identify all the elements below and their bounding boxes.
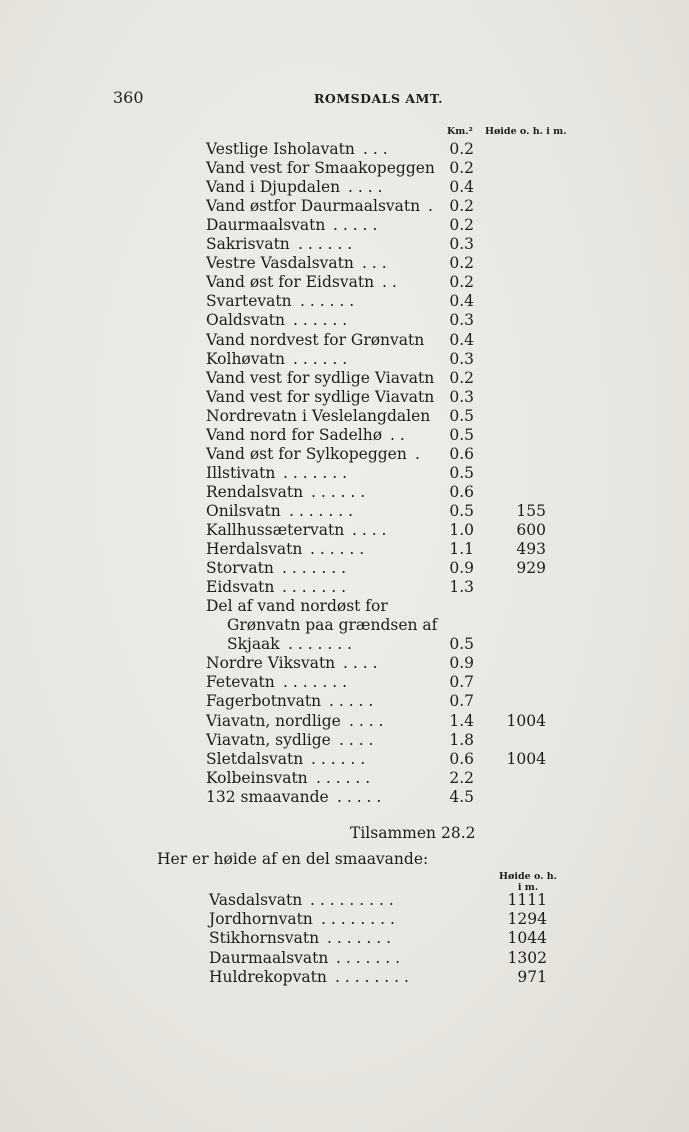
leader-dots: . . . . . . . <box>288 635 353 654</box>
area-km2: 0.3 <box>449 235 474 254</box>
leader-dots: . . . . . . . <box>282 559 347 578</box>
area-km2: 0.3 <box>449 349 474 368</box>
table-row <box>0 502 689 521</box>
table-row <box>0 578 689 597</box>
leader-dots: . . . . . <box>329 692 374 711</box>
lake-name: Vand vest for Smaakopeggen <box>206 159 435 178</box>
lake-name: Illstivatn <box>206 463 276 482</box>
table-row <box>0 445 689 464</box>
height-value: 1111 <box>507 891 547 909</box>
lake-name: Grønvatn paa grændsen af <box>227 616 438 635</box>
table-row <box>0 769 689 788</box>
area-km2: 0.5 <box>449 635 474 654</box>
lake-name: Kolhøvatn <box>206 349 285 368</box>
lake-name: Vestre Vasdalsvatn <box>206 254 354 273</box>
lake-name: Nordrevatn i Veslelangdalen <box>206 406 431 425</box>
height-row <box>0 949 689 968</box>
leader-dots: . . . . <box>343 654 378 673</box>
area-km2: 0.7 <box>449 673 474 692</box>
leader-dots: . . . . . . . <box>282 578 347 597</box>
lake-name: Del af vand nordøst for <box>206 597 388 616</box>
area-km2: 1.1 <box>449 540 474 559</box>
area-km2: 0.4 <box>449 330 474 349</box>
leader-dots: . . . . . . <box>311 749 366 768</box>
table-row <box>0 712 689 731</box>
lake-name: Vand øst for Sylkopeggen <box>206 444 407 463</box>
area-km2: 1.4 <box>449 711 474 730</box>
lake-name: Nordre Viksvatn <box>206 654 336 673</box>
area-km2: 0.6 <box>449 749 474 768</box>
leader-dots: . . . . . . <box>298 235 353 254</box>
height-row <box>0 910 689 929</box>
table-row <box>0 731 689 750</box>
table-row <box>0 254 689 273</box>
area-km2: 0.4 <box>449 292 474 311</box>
lake-name: Daurmaalsvatn <box>206 216 326 235</box>
leader-dots: . . . <box>362 254 387 273</box>
area-km2: 0.4 <box>449 178 474 197</box>
lake-name: Huldrekopvatn <box>209 967 327 986</box>
table-row <box>0 673 689 692</box>
lake-name: Vasdalsvatn <box>209 891 303 909</box>
height-m: 600 <box>516 521 546 539</box>
lake-name: Svartevatn <box>206 292 292 311</box>
running-title: ROMSDALS AMT. <box>314 91 443 106</box>
height-value: 1044 <box>507 929 547 948</box>
total-value: 28.2 <box>441 824 476 842</box>
table-row <box>0 197 689 216</box>
table-row <box>0 750 689 769</box>
area-km2: 0.9 <box>449 559 474 578</box>
lake-name: Kallhussætervatn <box>206 521 345 539</box>
height-row <box>0 929 689 948</box>
table-row <box>0 521 689 540</box>
height-m: 493 <box>516 540 546 559</box>
table-row <box>0 692 689 711</box>
lake-name: Stikhornsvatn <box>209 929 320 948</box>
lake-name: Kolbeinsvatn <box>206 768 308 787</box>
area-km2: 0.5 <box>449 463 474 482</box>
area-km2: 0.3 <box>449 311 474 330</box>
heights-column-header-line1: Høide o. h. <box>499 871 557 882</box>
table-row <box>0 178 689 197</box>
lake-name: Vand nord for Sadelhø <box>206 425 383 444</box>
leader-dots: . . . . <box>348 178 383 197</box>
table-row <box>0 235 689 254</box>
lake-name: Eidsvatn <box>206 578 275 597</box>
table-row <box>0 616 689 635</box>
area-km2: 0.6 <box>449 482 474 501</box>
leader-dots: . . <box>382 273 397 292</box>
column-header-hoide: Høide o. h. i m. <box>485 126 567 137</box>
table-row <box>0 788 689 807</box>
lake-name: Fagerbotnvatn <box>206 692 322 711</box>
leader-dots: . . . . . <box>337 787 382 806</box>
table-row <box>0 540 689 559</box>
area-km2: 0.5 <box>449 425 474 444</box>
lake-name: Vand i Djupdalen <box>206 178 341 197</box>
height-row <box>0 968 689 987</box>
leader-dots: . . . . . . . <box>283 673 348 692</box>
leader-dots: . . . . . . . . . <box>310 891 394 909</box>
table-row <box>0 426 689 445</box>
lake-name: Daurmaalsvatn <box>209 948 329 967</box>
area-km2: 4.5 <box>449 787 474 806</box>
lake-name: Vand nordvest for Grønvatn <box>206 330 425 349</box>
lake-name: Viavatn, nordlige <box>206 711 341 730</box>
leader-dots: . . . . . . . <box>283 463 348 482</box>
table-row <box>0 350 689 369</box>
table-row <box>0 159 689 178</box>
height-m: 1004 <box>506 711 546 730</box>
area-km2: 0.2 <box>449 273 474 292</box>
lake-name: Onilsvatn <box>206 501 281 520</box>
lake-name: Sletdalsvatn <box>206 749 304 768</box>
page-number: 360 <box>113 88 144 107</box>
area-km2: 0.2 <box>449 140 474 158</box>
page-header <box>0 88 689 110</box>
height-value: 971 <box>517 967 547 986</box>
table-row <box>0 388 689 407</box>
area-km2: 1.3 <box>449 578 474 597</box>
leader-dots: . <box>428 197 433 216</box>
area-km2: 0.9 <box>449 654 474 673</box>
table-row <box>0 483 689 502</box>
area-km2: 0.5 <box>449 501 474 520</box>
leader-dots: . . . . . . <box>300 292 355 311</box>
area-km2: 0.2 <box>449 254 474 273</box>
area-km2: 1.8 <box>449 730 474 749</box>
leader-dots: . . . . . . . . <box>321 910 395 929</box>
area-km2: 0.2 <box>449 159 474 178</box>
leader-dots: . . . <box>363 140 388 158</box>
height-value: 1302 <box>507 948 547 967</box>
leader-dots: . . . . . . . . <box>335 967 409 986</box>
column-header-km: Km.² <box>447 126 473 137</box>
height-m: 1004 <box>506 749 546 768</box>
lake-name: Fetevatn <box>206 673 275 692</box>
height-row <box>0 891 689 910</box>
area-km2: 2.2 <box>449 768 474 787</box>
table-row <box>0 311 689 330</box>
area-km2: 0.5 <box>449 406 474 425</box>
table-row <box>0 331 689 350</box>
lake-name: Jordhornvatn <box>209 910 313 929</box>
heights-column-header-line2: i m. <box>517 882 539 893</box>
leader-dots: . . . . <box>352 521 387 539</box>
total-label: Tilsammen <box>350 824 436 842</box>
table-row <box>0 635 689 654</box>
leader-dots: . . . . . . <box>293 311 348 330</box>
area-km2: 1.0 <box>449 521 474 539</box>
leader-dots: . . . . . . <box>311 482 366 501</box>
table-row <box>0 369 689 388</box>
table-row <box>0 292 689 311</box>
leader-dots: . . . . . . . <box>327 929 392 948</box>
lake-name: Skjaak <box>227 635 280 654</box>
leader-dots: . . . . . . . <box>336 948 401 967</box>
height-m: 929 <box>516 559 546 578</box>
table-row <box>0 654 689 673</box>
heights-intro: Her er høide af en del smaavande: <box>157 850 429 868</box>
leader-dots: . . <box>390 425 405 444</box>
leader-dots: . . . . . . <box>310 540 365 559</box>
lake-name: Oaldsvatn <box>206 311 285 330</box>
area-km2: 0.6 <box>449 444 474 463</box>
lake-name: Vand øst for Eidsvatn <box>206 273 375 292</box>
area-km2: 0.2 <box>449 216 474 235</box>
leader-dots: . <box>415 444 420 463</box>
lake-name: Vand vest for sydlige Viavatn <box>206 368 435 387</box>
leader-dots: . . . . <box>349 711 384 730</box>
lake-name: Vand østfor Daurmaalsvatn <box>206 197 421 216</box>
area-km2: 0.2 <box>449 368 474 387</box>
height-m: 155 <box>516 501 546 520</box>
area-km2: 0.2 <box>449 197 474 216</box>
height-value: 1294 <box>507 910 547 929</box>
lake-name: Herdalsvatn <box>206 540 303 559</box>
table-row <box>0 559 689 578</box>
total-line <box>350 824 476 842</box>
table-row <box>0 597 689 616</box>
leader-dots: . . . . . . <box>293 349 348 368</box>
leader-dots: . . . . <box>339 730 374 749</box>
area-km2: 0.7 <box>449 692 474 711</box>
table-row <box>0 464 689 483</box>
area-km2: 0.3 <box>449 387 474 406</box>
leader-dots: . . . . . <box>333 216 378 235</box>
table-row <box>0 216 689 235</box>
lake-name: Vestlige Isholavatn <box>206 140 355 158</box>
leader-dots: . . . . . . <box>316 768 371 787</box>
table-row <box>0 407 689 426</box>
lake-name: 132 smaavande <box>206 787 329 806</box>
lake-name: Vand vest for sydlige Viavatn <box>206 387 435 406</box>
table-row <box>0 140 689 159</box>
table-row <box>0 273 689 292</box>
lake-name: Sakrisvatn <box>206 235 290 254</box>
lake-name: Storvatn <box>206 559 274 578</box>
lake-name: Rendalsvatn <box>206 482 304 501</box>
leader-dots: . . . . . . . <box>289 501 354 520</box>
lake-name: Viavatn, sydlige <box>206 730 331 749</box>
